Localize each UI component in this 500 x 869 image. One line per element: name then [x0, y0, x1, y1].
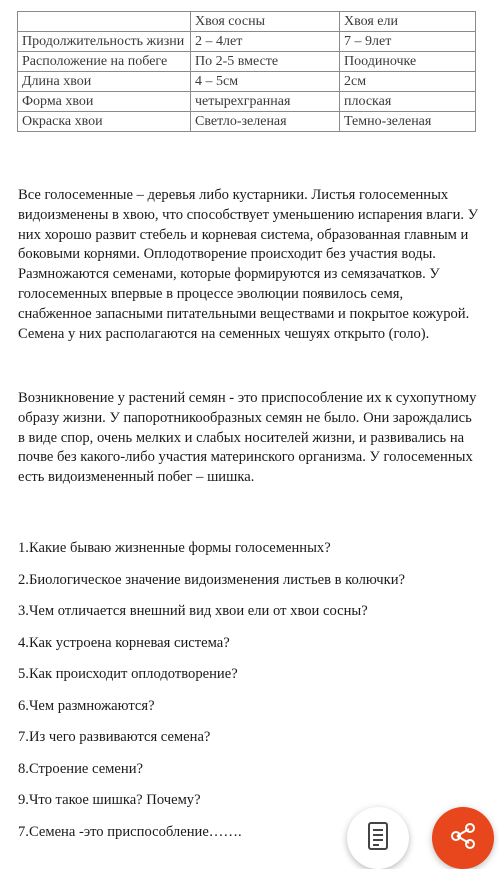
paragraph-seeds: Возникновение у растений семян - это приспособление их к сухопутному образу жизни. У папоротникообразных семян не было. Они зарождались в виде спор, очень мелких и слабых носителей жизни, и развивались на почве без какого-либо участия материнского организма. У голосеменных есть видоизмененный побег – шишка.: [18, 390, 477, 486]
table-cell: 2см: [340, 72, 476, 92]
question-item: 6.Чем размножаются?: [18, 697, 155, 714]
table-cell: По 2-5 вместе: [191, 52, 340, 72]
question-list: [18, 538, 488, 853]
table-cell: Темно-зеленая: [340, 112, 476, 132]
question-item: 5.Как происходит оплодотворение?: [18, 666, 238, 682]
question-item: 4.Как устроена корневая система?: [18, 634, 230, 651]
table-row: [18, 92, 476, 112]
table-cell: 7 – 9лет: [340, 32, 476, 52]
table-cell: Длина хвои: [18, 72, 191, 92]
table-cell: Поодиночке: [340, 52, 476, 72]
table-cell: Окраска хвои: [18, 112, 191, 132]
table-header-cell: Хвоя ели: [340, 12, 476, 32]
table-cell: четырехгранная: [191, 92, 340, 112]
question-item: 8.Строение семени?: [18, 760, 143, 777]
share-button[interactable]: [432, 807, 494, 869]
table-cell: Расположение на побеге: [18, 52, 191, 72]
table-header-cell: Хвоя сосны: [191, 12, 340, 32]
table-row: [18, 112, 476, 132]
share-icon: [449, 822, 477, 855]
paragraph-gymnosperms: Все голосеменные – деревья либо кустарники. Листья голосеменных видоизменены в хвою, что способствует уменьшению испарения влаги. У них хорошо развит стебель и корневая система, образованная главным и боковыми корнями. Оплодотворение происходит без участия воды. Размножаются семенами, которые формируются из семязачатков. У голосеменных впервые в процессе эволюции появилось семя, снабженное запасными питательными веществами и покрытое кожурой. Семена у них располагаются на семенных чешуях открыто (голо).: [18, 187, 479, 342]
question-item: 9.Что такое шишка? Почему?: [18, 792, 201, 808]
question-item: 7.Из чего развиваются семена?: [18, 729, 211, 745]
comparison-table: [17, 11, 476, 132]
question-item: 7.Семена -это приспособление…….: [18, 823, 242, 840]
table-row: [18, 52, 476, 72]
table-cell: плоская: [340, 92, 476, 112]
table-cell: 2 – 4лет: [191, 32, 340, 52]
table-cell: Продолжительность жизни: [18, 32, 191, 52]
document-icon: [365, 821, 391, 856]
table-cell: Форма хвои: [18, 92, 191, 112]
question-item: 3.Чем отличается внешний вид хвои ели от хвои сосны?: [18, 603, 368, 619]
table-header-row: [18, 12, 476, 32]
document-button[interactable]: [347, 807, 409, 869]
question-item: 2.Биологическое значение видоизменения листьев в колючки?: [18, 571, 405, 588]
question-item: 1.Какие бываю жизненные формы голосеменных?: [18, 540, 331, 556]
table-cell: Светло-зеленая: [191, 112, 340, 132]
table-cell: 4 – 5см: [191, 72, 340, 92]
table-row: [18, 32, 476, 52]
table-row: [18, 72, 476, 92]
table-header-cell: [18, 12, 191, 32]
